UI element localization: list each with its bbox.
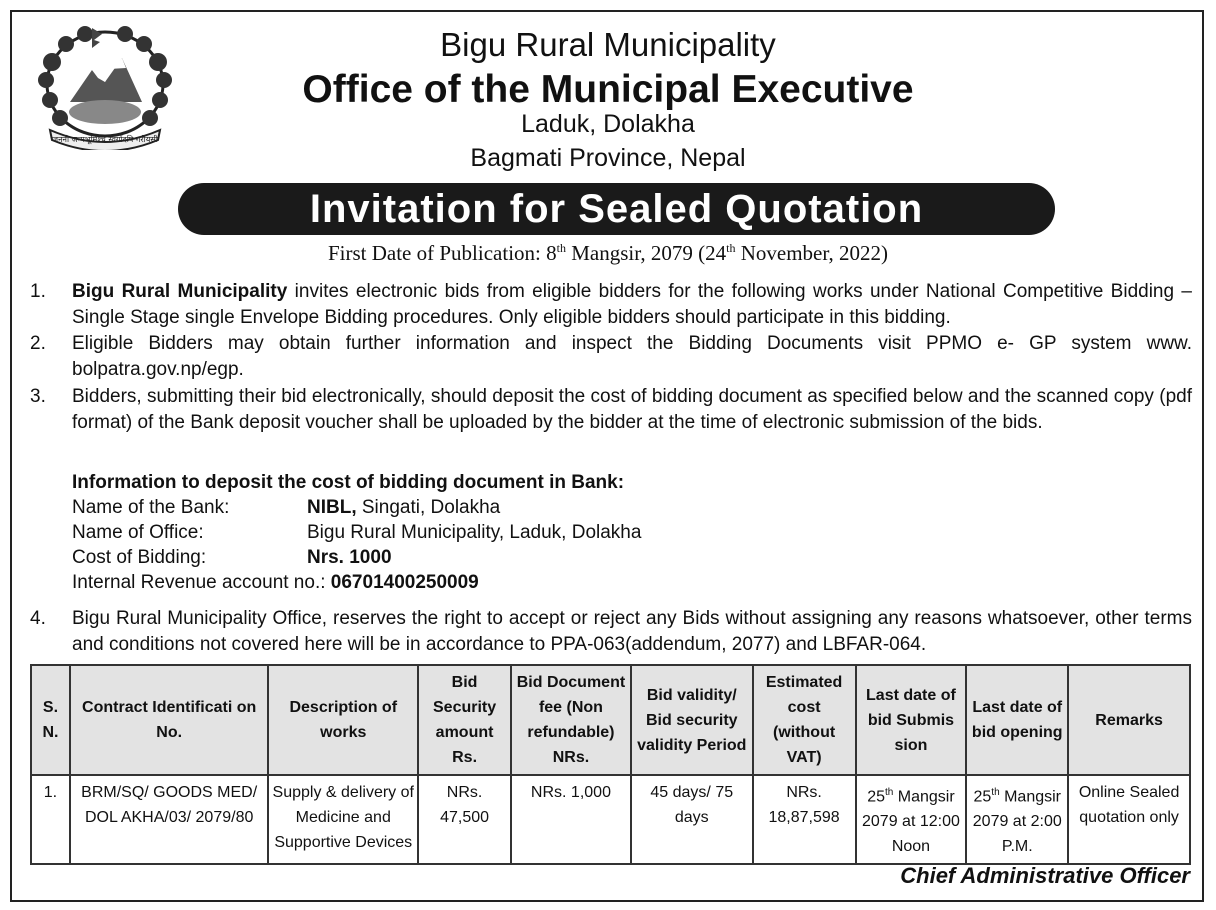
office-title: Office of the Municipal Executive	[302, 68, 914, 111]
cost-value: Nrs. 1000	[307, 547, 392, 568]
col-header-description: Description of works	[268, 665, 418, 775]
col-header-doc-fee: Bid Document fee (Non refundable) NRs.	[511, 665, 631, 775]
province: Bagmati Province, Nepal	[470, 144, 746, 172]
col-header-opening-date: Last date of bid opening	[966, 665, 1068, 775]
cell-sn: 1.	[31, 775, 70, 864]
cell-contract-id: BRM/SQ/ GOODS MED/ DOL AKHA/03/ 2079/80	[70, 775, 268, 864]
office-value: Bigu Rural Municipality, Laduk, Dolakha	[307, 522, 642, 543]
bank-value: NIBL, Singati, Dolakha	[307, 497, 501, 518]
col-header-estimated-cost: Estimated cost (without VAT)	[753, 665, 856, 775]
account-value: 06701400250009	[330, 572, 479, 593]
col-header-contract-id: Contract Identificati on No.	[70, 665, 268, 775]
cell-opening-date: 25th Mangsir 2079 at 2:00 P.M.	[966, 775, 1068, 864]
item-number: 3.	[30, 386, 46, 407]
emblem-motto: जननी जन्मभूमिश्च स्वर्गादपि गरीयसी	[52, 135, 158, 144]
office-label: Name of Office:	[72, 522, 204, 543]
item-text: Bigu Rural Municipality Office, reserves the right to accept or reject any Bids without assigning any reasons whatsoever, other terms and conditions not covered here will be in accordance to PPA-063(addendum, 2077) and LBFAR-064.	[72, 608, 1192, 655]
item-text: Eligible Bidders may obtain further information and inspect the Bidding Documents visit PPMO e- GP system www. bolpatra.gov.np/egp.	[72, 333, 1192, 380]
cell-estimated-cost: NRs. 18,87,598	[753, 775, 856, 864]
signature-title: Chief Administrative Officer	[900, 863, 1190, 888]
bank-info	[72, 470, 642, 595]
table-row	[31, 775, 1190, 864]
cell-description: Supply & delivery of Medicine and Supportive Devices	[268, 775, 418, 864]
bank-label: Name of the Bank:	[72, 497, 230, 518]
office-location: Laduk, Dolakha	[521, 110, 695, 138]
cell-doc-fee: NRs. 1,000	[511, 775, 631, 864]
municipality-name: Bigu Rural Municipality	[440, 26, 776, 63]
cost-label: Cost of Bidding:	[72, 547, 207, 568]
table-header-row	[31, 665, 1190, 775]
cell-remarks: Online Sealed quotation only	[1068, 775, 1190, 864]
item-number: 4.	[30, 608, 46, 629]
cell-bid-security: NRs. 47,500	[418, 775, 511, 864]
item-number: 2.	[30, 333, 46, 354]
item-number: 1.	[30, 281, 46, 302]
list-item	[30, 279, 1192, 331]
account-label: Internal Revenue account no.:	[72, 572, 331, 593]
notice-title-banner: Invitation for Sealed Quotation	[178, 183, 1055, 235]
item-text: Bigu Rural Municipality invites electronic bids from eligible bidders for the following works under National Competitive Bidding – Single Stage single Envelope Bidding procedures. Only eligible bidders should participate in this bidding.	[72, 281, 1193, 328]
col-header-sn: S. N.	[31, 665, 70, 775]
col-header-submission-date: Last date of bid Submis sion	[856, 665, 967, 775]
cell-validity: 45 days/ 75 days	[631, 775, 753, 864]
col-header-remarks: Remarks	[1068, 665, 1190, 775]
works-table	[30, 664, 1191, 865]
list-item	[30, 606, 1192, 658]
col-header-validity: Bid validity/ Bid security validity Period	[631, 665, 753, 775]
list-item	[30, 331, 1192, 383]
list-item	[30, 384, 1192, 436]
publication-date: First Date of Publication: 8th Mangsir, 2079 (24th November, 2022)	[327, 241, 889, 265]
col-header-bid-security: Bid Security amount Rs.	[418, 665, 511, 775]
cell-submission-date: 25th Mangsir 2079 at 12:00 Noon	[856, 775, 967, 864]
bank-info-heading: Information to deposit the cost of bidding document in Bank:	[72, 472, 625, 493]
item-text: Bidders, submitting their bid electronically, should deposit the cost of bidding document as specified below and the scanned copy (pdf format) of the Bank deposit voucher shall be uploaded by the bidder at the time of electronic submission of the bids.	[72, 386, 1192, 433]
